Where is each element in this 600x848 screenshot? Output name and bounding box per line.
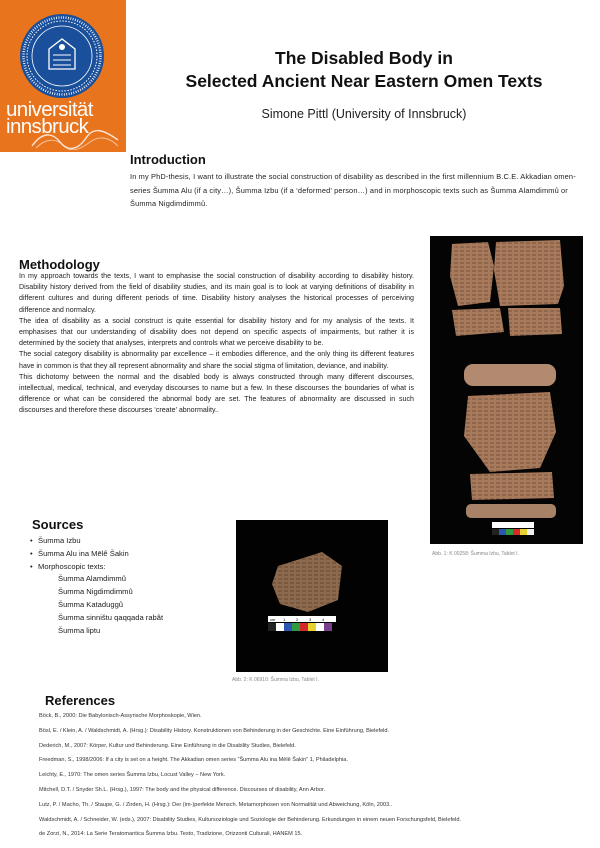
scale-label: 1 [283, 617, 286, 622]
scale-label: 4 [322, 617, 325, 622]
reference-item: Lutz, P. / Macho, Th. / Staupe, G. / Zirden, H. (Hrsg.): Der (im-)perfekte Mensch. Metamorphosen von Normalität und Abweichung, Köln, 2003.. [39, 801, 393, 808]
list-item: Šumma Kataduggû [58, 599, 124, 609]
list-item: • Šumma Alu ina Mēlê Šakin [30, 548, 163, 561]
scale-bar [268, 616, 336, 622]
scale-label: 2 [296, 617, 299, 622]
tablet-photo-1 [430, 236, 583, 544]
list-item: • Morphoscopic texts: [30, 561, 163, 574]
references-list [39, 713, 587, 846]
scale-label: 3 [309, 617, 312, 622]
logo-swirl-icon [30, 128, 120, 150]
list-item: • Šumma Izbu [30, 535, 163, 548]
author: Simone Pittl (University of Innsbruck) [261, 107, 467, 121]
title-line-2: Selected Ancient Near Eastern Omen Texts [185, 71, 543, 91]
list-item: Šumma Alamdimmû [58, 574, 126, 584]
tablet-fragment-image [236, 520, 388, 672]
introduction-heading: Introduction [130, 152, 206, 167]
sources-list [30, 535, 163, 637]
reference-item: de Zorzi, N., 2014: La Serie Teratomantica Šumma Izbu. Testo, Tradizione, Orizzonti Culturali, HANEM 15. [39, 831, 303, 838]
list-item: Šumma liptu [58, 625, 101, 635]
list-item: Šumma Nigdimdimmû [58, 587, 133, 597]
reference-item: Leichty, E., 1970: The omen series Šumma Izbu, Locust Valley – New York. [39, 772, 226, 779]
methodology-paragraph: The idea of disability as a social construct is quite essential for disability history and for my analysis of the texts. It emphasises that our understanding of disability does not depend on specific aspects of impairments, but rather it is determined by the society that analyses, interprets and controls what we perceive disability to be. [19, 316, 414, 348]
source-label: Šumma Alu ina Mēlê Šakin [38, 548, 129, 558]
scale-label: cm [270, 617, 276, 622]
logo-line-1: universität [6, 98, 93, 121]
methodology-paragraph: In my approach towards the texts, I want to emphasise the social construction of disability according to disability history. Disability history derived from the field of disability studies, and its main goal is to look at varying definitions of disability in different cultures and during different periods of time. Disability history analyses the historical processes of perceiving difference and normalcy. [19, 272, 414, 314]
reference-item: Freedman, S., 1998/2006: If a city is set on a height. The Akkadian omen series “Šumma Alu ina Mēlê Šakin” 1, Philadelphia. [39, 757, 348, 764]
page-title [128, 47, 600, 93]
source-label: Šumma Izbu [38, 536, 81, 545]
introduction-text: In my PhD-thesis, I want to illustrate the social construction of disability as described in the first millennium B.C.E. Akkadian omen-series Šumma Alu (if a city…), Šumma Izbu (if a ‘deformed’ person…) and in morphoscopic texts such as Šumma Alamdimmû or Šumma Nigdimdimmû. [130, 172, 576, 208]
title-line-1: The Disabled Body in [275, 48, 453, 68]
tablet-fragments-image [430, 236, 583, 544]
reference-item: Dederich, M., 2007: Körper, Kultur und Behinderung. Eine Einführung in die Disability Studies, Bielefeld. [39, 742, 296, 749]
methodology-paragraph: The social category disability is abnormality par excellence – it embodies difference, and the only thing its different features have in common is that they all represent abnormality and share the social stigma of limitation, deviance, and inability. [19, 350, 414, 370]
logo-line-2: innsbruck [6, 115, 89, 138]
university-logo [0, 0, 126, 152]
reference-item: Böck, B., 2000: Die Babylonisch-Assyrische Morphoskopie, Wien. [39, 713, 202, 719]
list-item: Šumma sinništu qaqqada rabât [58, 612, 164, 622]
tablet-photo-2 [236, 520, 388, 672]
methodology-text [19, 271, 414, 417]
reference-item: Waldschmidt, A. / Schneider, W. (eds.), 2007: Disability Studies, Kultursoziologie und Soziologie der Behinderung. Erkundungen in einem neuen Forschungsfeld, Bielefeld. [39, 816, 462, 823]
reference-item: Bösl, E. / Klein, A. / Waldschmidt, A. (Hrsg.): Disability History. Konstruktionen von Behinderung in der Geschichte. Eine Einführung, Bielefeld. [39, 727, 390, 734]
university-seal-icon [19, 13, 105, 99]
sources-heading: Sources [32, 517, 84, 532]
references-heading: References [45, 693, 116, 708]
figure-1-caption: Abb. 1: K 00258: Šumma Izbu, Tablet I. [432, 551, 519, 557]
methodology-paragraph: This dichotomy between the normal and the disabled body is always constructed through many different discourses, intellectual, medical, technical, and everyday discourses to name but a few. In these discourses the boundaries of what is difference or what can be considered the abnormal body are set. The features of abnormality are discussed in such discourses and therefore these discourses ‘create’ abnormality.. [19, 372, 414, 415]
methodology-heading: Methodology [19, 257, 100, 272]
figure-2-caption: Abb. 2: K 06910: Šumma Izbu, Tablet I. [232, 677, 319, 683]
reference-item: Mitchell, D.T. / Snyder Sh.L. (Hrsg.), 1997: The body and the physical difference. Discourses of disability, Ann Arbor. [39, 786, 326, 793]
source-label: Morphoscopic texts: [38, 561, 106, 571]
